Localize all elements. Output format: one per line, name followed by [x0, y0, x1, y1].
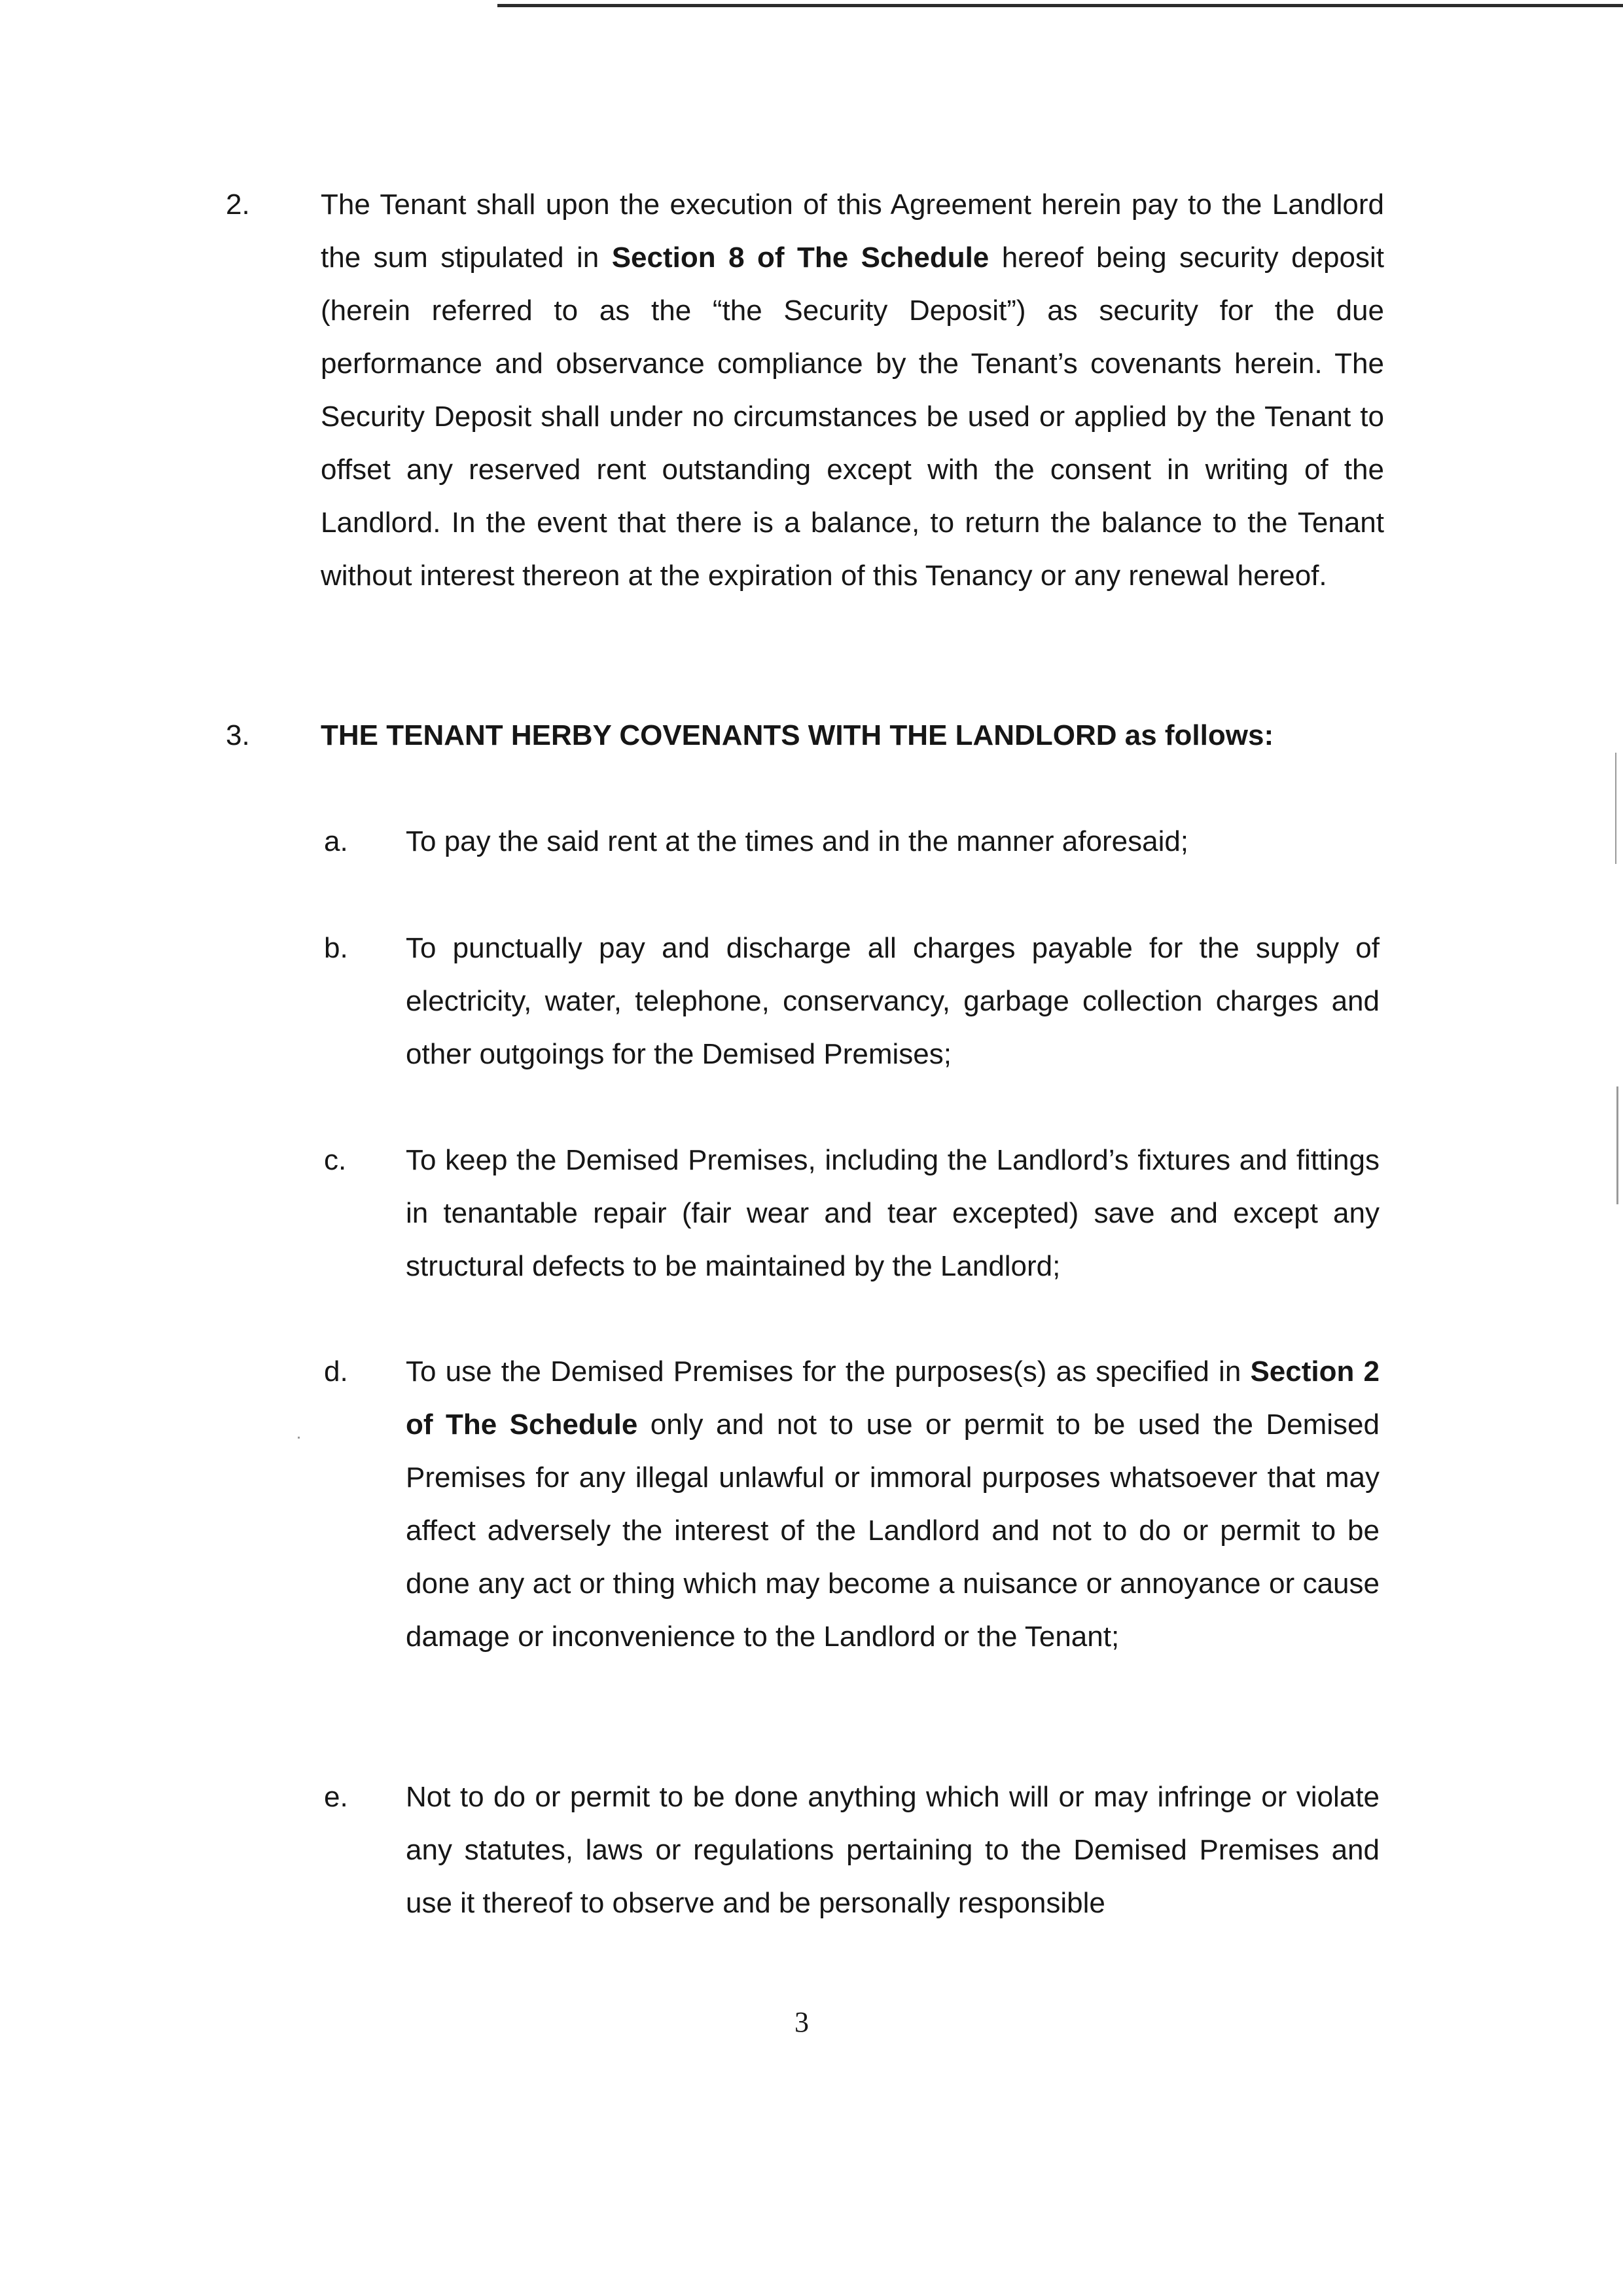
item-c-text: To keep the Demised Premises, including the Landlord’s fixtures and fittings in tenantable repair (fair wear and tear excepted) save and except any structural defects to be maintained by the Landlord; — [406, 1144, 1380, 1282]
item-b-text: To punctually pay and discharge all charges payable for the supply of electricity, water, telephone, conservancy, garbage collection charges and other outgoings for the Demised Premises; — [406, 932, 1380, 1070]
page-number: 3 — [794, 2006, 809, 2038]
clause-2-text — [321, 178, 1384, 602]
scan-speck — [1615, 753, 1616, 864]
item-d-section-ref: Section 2 of The Schedule — [406, 1355, 1380, 1441]
item-d-text-end: only and not to use or permit to be used the Demised Premises for any illegal unlawful or immoral purposes whatsoever that may affect adversely the interest of the Landlord and not to do or permit to be done any act or thing which may become a nuisance or annoyance or cause damage or inconvenience to the Landlord or the Tenant; — [406, 1408, 1380, 1653]
scan-border-line — [497, 4, 1623, 7]
item-a-text: To pay the said rent at the times and in the manner aforesaid; — [406, 825, 1189, 857]
item-e-text: Not to do or permit to be done anything which will or may infringe or violate any statutes, laws or regulations pertaining to the Demised Premises and use it thereof to observe and be personally responsible — [406, 1781, 1380, 1919]
item-b-letter: b. — [324, 932, 348, 964]
scan-speck — [298, 1437, 300, 1439]
item-d-letter: d. — [324, 1355, 348, 1388]
item-d-text — [406, 1345, 1380, 1663]
clause-2-text-start: The Tenant shall upon the execution of this Agreement herein pay to the Landlord the sum stipulated in — [321, 188, 1384, 274]
clause-2-section-ref: Section 8 of The Schedule — [611, 242, 990, 274]
item-d-text-start: To use the Demised Premises for the purposes(s) as specified in — [406, 1355, 1251, 1388]
item-a-letter: a. — [324, 825, 348, 857]
clause-3-number: 3. — [226, 719, 250, 751]
scan-speck — [1616, 1086, 1618, 1204]
clause-3-heading: THE TENANT HERBY COVENANTS WITH THE LANDLORD as follows: — [321, 719, 1274, 751]
clause-2-text-end: hereof being security deposit (herein referred to as the “the Security Deposit”) as security for the due performance and observance compliance by the Tenant’s covenants herein. The Security Deposit shall under no circumstances be used or applied by the Tenant to offset any reserved rent outstanding except with the consent in writing of the Landlord. In the event that there is a balance, to return the balance to the Tenant without interest thereon at the expiration of this Tenancy or any renewal hereof. — [321, 242, 1384, 592]
item-e-letter: e. — [324, 1781, 348, 1813]
item-c-letter: c. — [324, 1144, 347, 1176]
clause-2-number: 2. — [226, 188, 250, 221]
